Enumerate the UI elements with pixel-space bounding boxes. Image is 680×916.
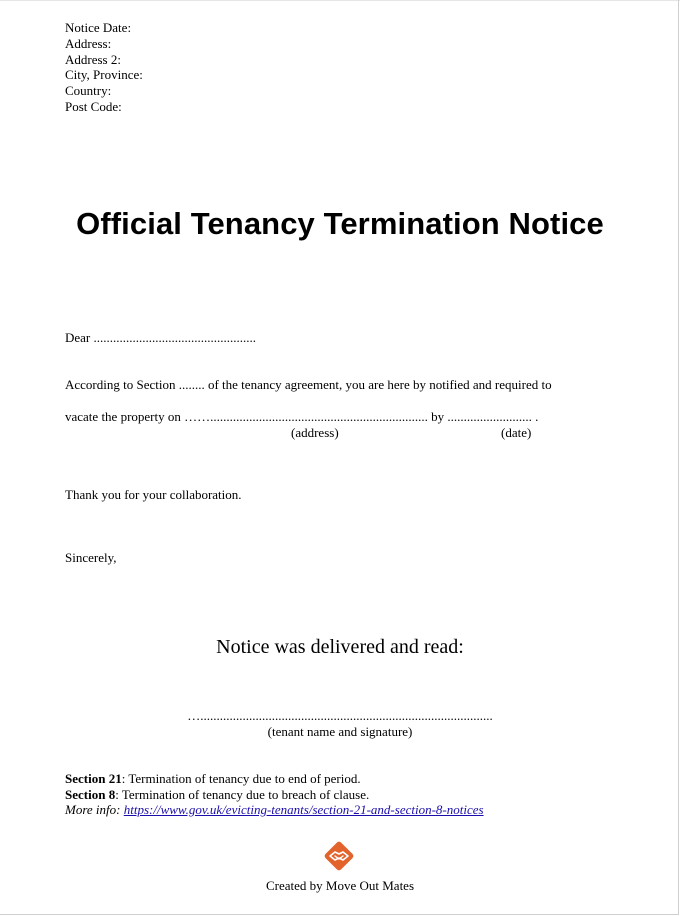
date-caption: (date) [501, 425, 532, 440]
section-21-label: Section 21 [65, 771, 122, 786]
section-8-label: Section 8 [65, 787, 116, 802]
signature-line: ….......................................................................................... [187, 708, 493, 723]
footer-credit: Created by Move Out Mates [265, 878, 415, 893]
notice-date-label: Notice Date: [65, 20, 132, 35]
more-info-link[interactable]: https://www.gov.uk/evicting-tenants/section-21-and-section-8-notices [123, 802, 484, 817]
section-8-text: : Termination of tenancy due to breach of clause. [115, 787, 370, 802]
greeting: Dear .................................................. [65, 330, 257, 345]
document-title: Official Tenancy Termination Notice [76, 206, 604, 241]
closing-line: Sincerely, [65, 550, 117, 565]
address2-label: Address 2: [65, 51, 121, 67]
delivery-heading: Notice was delivered and read: [216, 636, 464, 658]
handshake-icon [321, 838, 357, 874]
paragraph-line-1: According to Section ........ of the tenancy agreement, you are here by notified and required to [65, 377, 552, 392]
address-caption: (address) [291, 425, 339, 440]
more-info-label: More info: [65, 802, 121, 817]
signature-caption: (tenant name and signature) [267, 724, 413, 739]
country-label: Country: [65, 83, 112, 99]
thanks-line: Thank you for your collaboration. [65, 487, 242, 502]
section-21-text: : Termination of tenancy due to end of period. [121, 771, 361, 786]
section-21-note [65, 771, 361, 787]
address-block [65, 20, 143, 115]
city-province-label: City, Province: [65, 67, 143, 83]
paragraph-line-2: vacate the property on ……................................................................... by .......................... . [65, 409, 539, 424]
post-code-label: Post Code: [65, 98, 122, 114]
more-info-note [65, 802, 484, 818]
section-8-note [65, 787, 369, 803]
address-label: Address: [65, 35, 112, 51]
